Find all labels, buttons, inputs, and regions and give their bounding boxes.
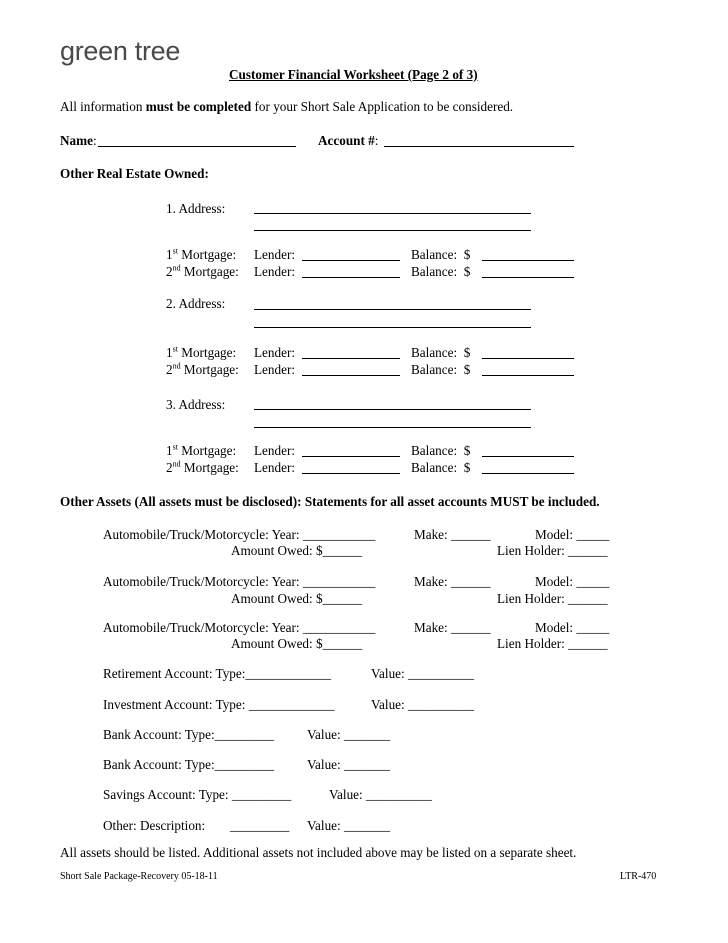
vehicle-amount-owed: Amount Owed: $______	[231, 591, 363, 606]
lender-label: Lender:	[254, 345, 296, 360]
vehicle-amount-owed: Amount Owed: $______	[231, 543, 363, 558]
bank-account-2: Bank Account: Type:_________	[103, 757, 274, 772]
balance-field[interactable]	[482, 277, 574, 278]
vehicle-make: Make: ______	[414, 527, 491, 542]
balance-field[interactable]	[482, 375, 574, 376]
balance-label: Balance: $	[411, 460, 471, 475]
lender-field[interactable]	[302, 358, 400, 359]
bank-account-2-value: Value: _______	[307, 757, 391, 772]
balance-label: Balance: $	[411, 362, 471, 377]
first-mortgage-label-3: 1st Mortgage:	[166, 442, 237, 458]
address-2-line-2[interactable]	[254, 327, 531, 328]
investment-account: Investment Account: Type: _____________	[103, 697, 335, 712]
address-label-3: 3. Address:	[166, 397, 226, 412]
lender-label: Lender:	[254, 247, 296, 262]
account-field[interactable]	[384, 146, 574, 147]
lender-label: Lender:	[254, 362, 296, 377]
other-assets-heading: Other Assets (All assets must be disclosed): Statements for all asset accounts MUST be included.	[60, 494, 600, 509]
vehicle-make: Make: ______	[414, 574, 491, 589]
footer-right: LTR-470	[620, 871, 657, 882]
intro-text: All information must be completed for your Short Sale Application to be considered.	[60, 99, 514, 114]
vehicle-model: Model: _____	[535, 527, 610, 542]
balance-label: Balance: $	[411, 345, 471, 360]
balance-label: Balance: $	[411, 264, 471, 279]
balance-field[interactable]	[482, 358, 574, 359]
other-real-estate-heading: Other Real Estate Owned:	[60, 166, 209, 181]
first-mortgage-label-1: 1st Mortgage:	[166, 246, 237, 262]
footer-note: All assets should be listed. Additional assets not included above may be listed on a separate sheet.	[60, 845, 577, 860]
vehicle-model: Model: _____	[535, 620, 610, 635]
vehicle-amount-owed: Amount Owed: $______	[231, 636, 363, 651]
lender-field[interactable]	[302, 456, 400, 457]
balance-field[interactable]	[482, 260, 574, 261]
savings-value: Value: __________	[329, 787, 432, 802]
address-label-2: 2. Address:	[166, 296, 226, 311]
first-mortgage-label-2: 1st Mortgage:	[166, 344, 237, 360]
bank-account-1-value: Value: _______	[307, 727, 391, 742]
lender-label: Lender:	[254, 264, 296, 279]
name-label: Name:	[60, 133, 97, 148]
address-2-line-1[interactable]	[254, 309, 531, 310]
vehicle-lien-holder: Lien Holder: ______	[497, 543, 608, 558]
balance-field[interactable]	[482, 456, 574, 457]
bank-account-1: Bank Account: Type:_________	[103, 727, 274, 742]
vehicle-label: Automobile/Truck/Motorcycle: Year: ___________	[103, 620, 376, 635]
vehicle-lien-holder: Lien Holder: ______	[497, 591, 608, 606]
vehicle-label: Automobile/Truck/Motorcycle: Year: ___________	[103, 527, 376, 542]
lender-field[interactable]	[302, 375, 400, 376]
lender-field[interactable]	[302, 277, 400, 278]
address-3-line-1[interactable]	[254, 409, 531, 410]
address-label-1: 1. Address:	[166, 201, 226, 216]
account-label: Account #:	[318, 133, 379, 148]
vehicle-lien-holder: Lien Holder: ______	[497, 636, 608, 651]
vehicle-model: Model: _____	[535, 574, 610, 589]
green-tree-logo: green tree	[60, 36, 181, 66]
vehicle-label: Automobile/Truck/Motorcycle: Year: ___________	[103, 574, 376, 589]
address-1-line-2[interactable]	[254, 230, 531, 231]
second-mortgage-label-1: 2nd Mortgage:	[166, 263, 239, 279]
lender-label: Lender:	[254, 460, 296, 475]
name-field[interactable]	[98, 146, 296, 147]
investment-value: Value: __________	[371, 697, 474, 712]
address-1-line-1[interactable]	[254, 213, 531, 214]
retirement-value: Value: __________	[371, 666, 474, 681]
lender-field[interactable]	[302, 473, 400, 474]
vehicle-make: Make: ______	[414, 620, 491, 635]
retirement-account: Retirement Account: Type:_____________	[103, 666, 332, 681]
other-description-field: _________	[230, 818, 290, 833]
other-description: Other: Description:	[103, 818, 206, 833]
footer-left: Short Sale Package-Recovery 05-18-11	[60, 871, 218, 882]
second-mortgage-label-2: 2nd Mortgage:	[166, 361, 239, 377]
page-title: Customer Financial Worksheet (Page 2 of 3)	[229, 67, 478, 82]
balance-label: Balance: $	[411, 443, 471, 458]
second-mortgage-label-3: 2nd Mortgage:	[166, 459, 239, 475]
address-3-line-2[interactable]	[254, 427, 531, 428]
lender-field[interactable]	[302, 260, 400, 261]
lender-label: Lender:	[254, 443, 296, 458]
balance-label: Balance: $	[411, 247, 471, 262]
other-value: Value: _______	[307, 818, 391, 833]
savings-account: Savings Account: Type: _________	[103, 787, 292, 802]
balance-field[interactable]	[482, 473, 574, 474]
